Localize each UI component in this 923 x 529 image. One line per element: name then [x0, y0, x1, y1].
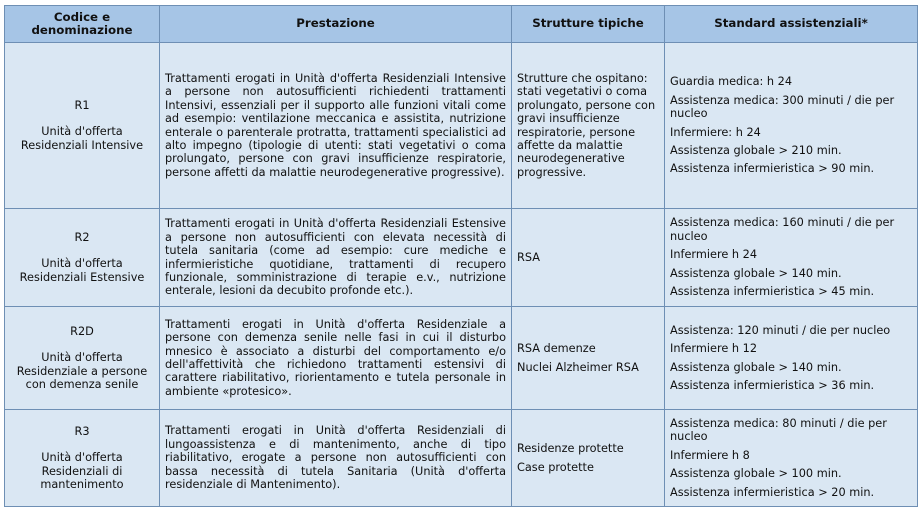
code-cell [5, 307, 160, 410]
service-description: Trattamenti erogati in Unità d'offerta Residenziali Intensive a persone non autosufficienti richiedenti trattamenti Intensivi, essenziali per il supporto alle funzioni vitali come ad esempio: ventilazione meccanica e assistita, nutrizione enterale o parenterale protratta, trattamenti specialistici ad alto impegno (tipologie di utenti: stati vegetativi o coma prolungato, persone con gravi insufficienze respiratorie, persone affetti da malattie neurodegenerative progressive). [160, 43, 512, 209]
unit-code: R3 [74, 424, 90, 438]
header-row [5, 6, 918, 43]
table-row [5, 307, 918, 410]
standards-cell [665, 209, 918, 307]
table-row [5, 209, 918, 307]
header-standards: Standard assistenziali* [665, 6, 918, 43]
standard-item: Infermiere h 12 [670, 342, 758, 356]
standard-item: Assistenza infermieristica > 90 min. [670, 162, 875, 176]
standards-cell [665, 410, 918, 507]
care-standards-table [4, 5, 918, 507]
standard-item: Infermiere h 24 [670, 248, 758, 262]
code-cell [5, 209, 160, 307]
unit-code: R1 [74, 98, 90, 112]
structure-item: Residenze protette [517, 441, 624, 455]
service-description: Trattamenti erogati in Unità d'offerta Residenziali Estensive a persone non autosufficienti con elevata necessità di tutela sanitaria (come ad esempio: cure mediche e infermieristiche quotidiane, trattamenti di recupero funzionale, somministrazione di terapie e.v., nutrizione enterale, lesioni da decubito profonde etc.). [160, 209, 512, 307]
unit-code: R2D [70, 324, 94, 338]
standard-item: Assistenza medica: 80 minuti / die per nucleo [670, 416, 887, 444]
structures-cell [512, 410, 665, 507]
standard-item: Assistenza: 120 minuti / die per nucleo [670, 323, 891, 337]
structures-cell [512, 209, 665, 307]
structures-cell [512, 307, 665, 410]
standards-cell [665, 307, 918, 410]
standard-item: Assistenza globale > 210 min. [670, 143, 842, 157]
structures-cell [512, 43, 665, 209]
unit-name: Unità d'offerta Residenziali di mantenimento [40, 451, 124, 491]
header-service: Prestazione [160, 6, 512, 43]
standard-item: Guardia medica: h 24 [670, 75, 793, 89]
standard-item: Assistenza globale > 140 min. [670, 266, 842, 280]
unit-code: R2 [74, 230, 90, 244]
standard-item: Assistenza infermieristica > 20 min. [670, 485, 875, 499]
standard-item: Assistenza medica: 160 minuti / die per nucleo [670, 216, 895, 243]
table-row [5, 43, 918, 209]
standard-item: Assistenza infermieristica > 36 min. [670, 378, 875, 392]
standard-item: Assistenza globale > 140 min. [670, 360, 842, 374]
table-row [5, 410, 918, 507]
structure-item: Case protette [517, 461, 594, 474]
code-cell [5, 43, 160, 209]
standard-item: Assistenza medica: 300 minuti / die per nucleo [670, 93, 895, 121]
structure-item: Strutture che ospitano: stati vegetativi o coma prolungato, persone con gravi insufficienze respiratorie, persone affette da malattie neurodegenerative progressive. [517, 71, 656, 179]
structure-item: RSA demenze [517, 341, 596, 355]
standard-item: Assistenza infermieristica > 45 min. [670, 285, 875, 299]
standard-item: Infermiere: h 24 [670, 125, 761, 139]
header-code: Codice e denominazione [5, 6, 160, 43]
standard-item: Infermiere h 8 [670, 448, 750, 462]
structure-item: RSA [517, 250, 540, 264]
standard-item: Assistenza globale > 100 min. [670, 467, 842, 481]
unit-name: Unità d'offerta Residenziale a persone con demenza senile [16, 351, 148, 391]
structure-item: Nuclei Alzheimer RSA [517, 361, 639, 374]
service-description: Trattamenti erogati in Unità d'offerta Residenziali di lungoassistenza e di mantenimento, anche di tipo riabilitativo, erogate a persone non autosufficienti con bassa necessità di tutela Sanitaria (Unità d'offerta residenziale di Mantenimento). [160, 410, 512, 507]
standards-cell [665, 43, 918, 209]
unit-name: Unità d'offerta Residenziali Estensive [19, 257, 145, 284]
code-cell [5, 410, 160, 507]
service-description: Trattamenti erogati in Unità d'offerta Residenziale a persone con demenza senile nelle fasi in cui il disturbo mnesico è associato a disturbi del comportamento e/o dell'affettività che richiedono trattamenti estensivi di carattere riabilitativo, riorientamento e tutela personale in ambiente «protesico». [160, 307, 512, 410]
header-structures: Strutture tipiche [512, 6, 665, 43]
unit-name: Unità d'offerta Residenziali Intensive [20, 125, 144, 152]
